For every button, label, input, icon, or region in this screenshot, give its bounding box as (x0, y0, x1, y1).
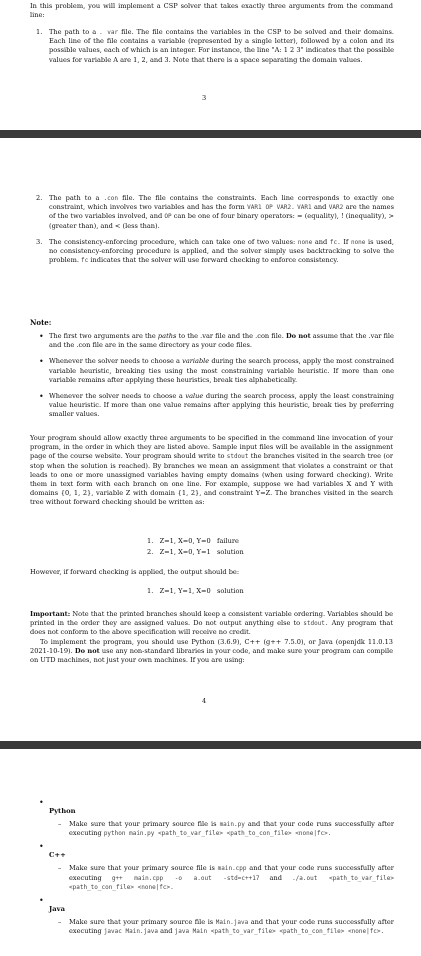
intro-paragraph (30, 2, 393, 20)
python-instructions: – Make sure that your primary source file is main.py and that your code runs successfully after executing python main.py <path_to_var_file> <path_to_con_file> <none|fc>. (58, 820, 394, 838)
bullet-icon: • (39, 798, 44, 807)
fc-paragraph: However, if forward checking is applied, the output should be: (30, 568, 240, 576)
language-java: • Java – Make sure that your primary source file is Main.java and that your code runs successfully after executing javac Main.java and java Main <path_to_var_file> <path_to_con_file> <none|fc>. (39, 896, 394, 936)
page-gap (0, 749, 421, 794)
item-number: 1. (36, 28, 43, 36)
note-bullets (39, 332, 394, 420)
page-number: 4 (202, 697, 207, 705)
list-item-var-file: 1. The path to a . var file. The file contains the variables in the CSP to be solved and their domains. Each line of the file contains a variable (represented by a single letter), followed by a colon and its possible values, each of which is an integer. For instance, the line "A: 1 2 3" indicates that the possible values for variable A are 1, 2, and 3. Note that there is a space separating the domain values. (36, 28, 395, 64)
branch-line-1: 1. Z=1, X=0, Y=0 failure (147, 537, 239, 545)
note-bullet-variable: • Whenever the solver needs to choose a variable during the search process, apply the most constrained variable heuristic, breaking ties using the most constraining variable heuristic. If more than one variable remains after applying these heuristics, break ties alphabetically. (39, 357, 394, 384)
page-separator (0, 130, 421, 138)
dash-icon: – (58, 864, 62, 873)
branch-line-fc: 1. Z=1, Y=1, X=0 solution (147, 587, 244, 595)
language-list (39, 798, 394, 936)
bullet-icon: • (39, 392, 44, 402)
cpp-instructions: – Make sure that your primary source file is main.cpp and that your code runs successfully after executing g++ main.cpp -o a.out -std=c++17 and ./a.out <path_to_var_file> <path_to_con_file> <none|fc>. (58, 864, 394, 891)
dash-icon: – (58, 820, 62, 828)
page-separator (0, 741, 421, 749)
code-var: . var (99, 29, 119, 36)
argument-list-continued (36, 194, 394, 265)
page-gap (0, 138, 421, 192)
item-number: 2. (36, 194, 43, 202)
dash-icon: – (58, 918, 62, 927)
important-paragraph: Important: Note that the printed branches should keep a consistent variable ordering. Variables should be printed in the order they are assigned values. Do not output anything else to stdout. Any program that does not conform to the above specification will receive no credit. (30, 610, 393, 637)
note-heading: Note: (30, 318, 52, 327)
page-1 (0, 0, 421, 130)
page-2 (0, 192, 421, 741)
bullet-icon: • (39, 896, 44, 906)
page-3 (0, 794, 421, 956)
language-cpp: • C++ – Make sure that your primary source file is main.cpp and that your code runs successfully after executing g++ main.cpp -o a.out -std=c++17 and ./a.out <path_to_var_file> <path_to_con_file> <none|fc>. (39, 842, 394, 891)
output-paragraph: Your program should allow exactly three arguments to be specified in the command line invocation of your program, in the order in which they are listed above. Sample input files will be available in the assignment page of the course website. Your program should write to stdout the branches visited in the search tree (or stop when the solution is reached). By branches we mean an assignment that violates a constraint or that leads to one or more unassigned variables having empty domains (when using forward checking). Write them in text form with each branch on one line. For example, suppose we had variables X and Y with domains {0, 1, 2}, variable Z with domain {1, 2}, and constraint Y=Z. The branches visited in the search tree without forward checking should be written as: (30, 434, 394, 507)
bullet-icon: • (39, 332, 44, 341)
argument-list (36, 28, 395, 65)
java-instructions: – Make sure that your primary source file is Main.java and that your code runs successfully after executing javac Main.java and java Main <path_to_var_file> <path_to_con_file> <none|fc>. (58, 918, 394, 936)
intro-text: In this problem, you will implement a CSP solver that takes exactly three arguments from the command line: (30, 2, 393, 20)
list-item-consistency: 3. The consistency-enforcing procedure, which can take one of two values: none and fc. If none is used, no consistency-enforcing procedure is applied, and the solver simply uses backtracking to solve the problem. fc indicates that the solver will use forward checking to enforce consistency. (36, 237, 394, 265)
note-bullet-paths: • The first two arguments are the paths to the .var file and the .con file. Do not assume that the .var file and the .con file are in the same directory as your code files. (39, 332, 394, 350)
page-number: 3 (202, 94, 207, 102)
item-number: 3. (36, 237, 43, 246)
bullet-icon: • (39, 842, 44, 852)
list-item-con-file: 2. The path to a .con file. The file contains the constraints. Each line corresponds to exactly one constraint, which involves two variables and has the form VAR1 OP VAR2. VAR1 and VAR2 are the names of the two variables involved, and OP can be one of four binary operators: = (equality), ! (inequality), > (greater than), and < (less than). (36, 194, 394, 230)
implementation-paragraph: To implement the program, you should use Python (3.6.9), C++ (g++ 7.5.0), or Java (openjdk 11.0.13 2021-10-19). Do not use any non-standard libraries in your code, and make sure your program can compile on UTD machines, not just your own machines. If you are using: (30, 638, 393, 665)
language-python: • Python – Make sure that your primary source file is main.py and that your code runs successfully after executing python main.py <path_to_var_file> <path_to_con_file> <none|fc>. (39, 798, 394, 838)
note-bullet-value: • Whenever the solver needs to choose a value during the search process, apply the least constraining value heuristic. If more than one value remains after applying this heuristic, break ties by preferring smaller values. (39, 392, 394, 419)
bullet-icon: • (39, 357, 44, 367)
branch-line-2: 2. Z=1, X=0, Y=1 solution (147, 548, 244, 556)
